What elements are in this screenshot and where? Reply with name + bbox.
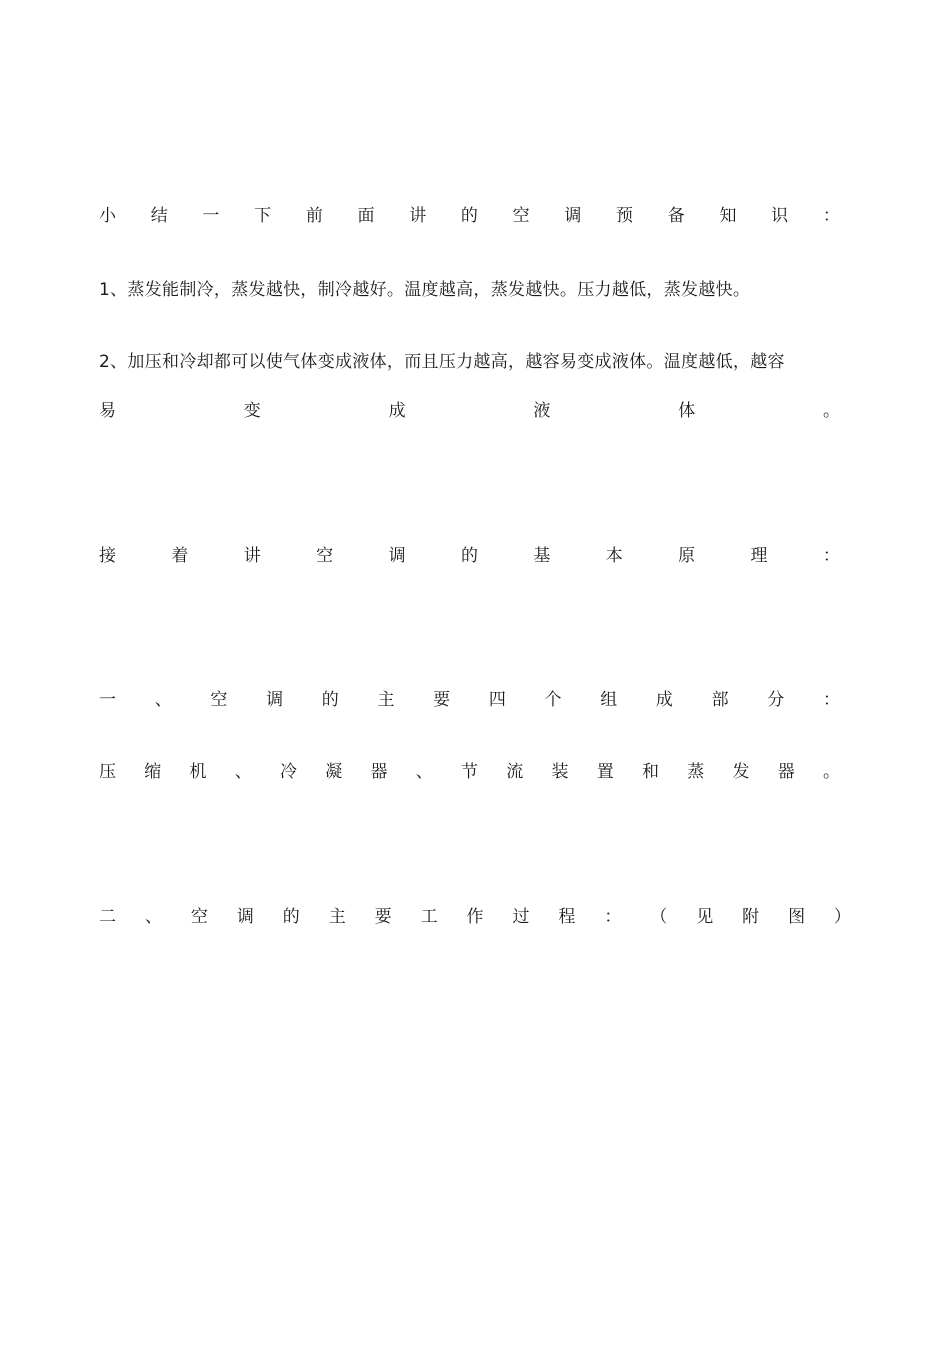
text-char: 器 <box>370 762 388 782</box>
summary-heading <box>99 205 840 227</box>
text-char: 基 <box>533 546 551 566</box>
text-char: 空 <box>316 546 334 566</box>
text-char: 体 <box>678 401 696 421</box>
text-char: 二 <box>99 907 116 927</box>
text-char: 和 <box>642 762 659 782</box>
text-char: 作 <box>466 907 484 927</box>
text-char: 四 <box>488 690 506 710</box>
section-2-heading <box>99 906 851 928</box>
text-char: 小 <box>99 206 116 226</box>
text-char: 预 <box>616 206 634 226</box>
text-char: 节 <box>461 762 478 782</box>
text-char: 主 <box>377 690 395 710</box>
text-char: 蒸 <box>687 762 705 782</box>
text-char: ： <box>822 690 840 710</box>
text-char: 结 <box>150 206 168 226</box>
text-char: 调 <box>236 907 254 927</box>
text-char: 附 <box>742 907 760 927</box>
text-char: 、 <box>415 762 433 782</box>
text-char: 装 <box>551 762 569 782</box>
text-char: 调 <box>564 206 582 226</box>
text-char: 个 <box>544 690 562 710</box>
point-2-line-2 <box>99 400 840 422</box>
text-char: 缩 <box>144 762 162 782</box>
text-char: ： <box>822 206 840 226</box>
text-char: ： <box>604 907 622 927</box>
text-char: 着 <box>171 546 189 566</box>
text-char: 空 <box>512 206 530 226</box>
text-char: 工 <box>420 907 438 927</box>
text-char: 器 <box>777 762 795 782</box>
text-char: 变 <box>243 401 261 421</box>
text-char: 过 <box>512 907 530 927</box>
text-char: 面 <box>357 206 375 226</box>
text-char: 液 <box>533 401 551 421</box>
text-char: 压 <box>99 762 116 782</box>
text-char: 的 <box>460 546 478 566</box>
text-char: 机 <box>189 762 207 782</box>
text-char: 易 <box>99 401 116 421</box>
text-char: 成 <box>388 401 406 421</box>
text-char: 成 <box>655 690 673 710</box>
section-1-body <box>99 761 840 783</box>
text-char: 接 <box>99 546 116 566</box>
text-char: ： <box>822 546 840 566</box>
text-char: 见 <box>696 907 714 927</box>
text-char: 下 <box>254 206 272 226</box>
text-char: 发 <box>732 762 750 782</box>
text-char: 讲 <box>409 206 427 226</box>
text-char: 、 <box>154 690 172 710</box>
text-char: 调 <box>388 546 406 566</box>
text-char: 一 <box>99 690 116 710</box>
text-char: 空 <box>210 690 228 710</box>
text-char: 备 <box>667 206 685 226</box>
text-char: 一 <box>202 206 220 226</box>
text-char: 调 <box>266 690 284 710</box>
principle-heading <box>99 545 840 567</box>
section-1-heading <box>99 689 840 711</box>
text-char: 原 <box>678 546 696 566</box>
text-char: 图 <box>788 907 806 927</box>
text-char: 要 <box>433 690 451 710</box>
text-char: 。 <box>823 762 840 782</box>
text-char: 分 <box>767 690 785 710</box>
text-char: 冷 <box>280 762 297 782</box>
text-char: 、 <box>144 907 162 927</box>
point-1: 1、蒸发能制冷，蒸发越快，制冷越好。温度越高，蒸发越快。压力越低，蒸发越快。 <box>99 280 751 300</box>
text-char: 前 <box>305 206 323 226</box>
text-char: 程 <box>558 907 576 927</box>
point-2-line-1: 2、加压和冷却都可以使气体变成液体，而且压力越高，越容易变成液体。温度越低，越容 <box>99 352 785 372</box>
text-char: 的 <box>460 206 478 226</box>
text-char: 流 <box>506 762 524 782</box>
text-char: 部 <box>711 690 729 710</box>
text-char: 的 <box>282 907 300 927</box>
text-char: 理 <box>750 546 768 566</box>
text-char: 本 <box>605 546 623 566</box>
text-char: 主 <box>328 907 346 927</box>
text-char: 识 <box>771 206 789 226</box>
text-char: 。 <box>822 401 840 421</box>
text-char: 空 <box>190 907 208 927</box>
text-char: 组 <box>600 690 618 710</box>
text-char: 、 <box>234 762 252 782</box>
text-char: 凝 <box>325 762 343 782</box>
text-char: 置 <box>596 762 614 782</box>
text-char: ） <box>834 907 851 927</box>
text-char: 讲 <box>243 546 261 566</box>
text-char: 知 <box>719 206 737 226</box>
text-char: 要 <box>374 907 392 927</box>
text-char: 的 <box>321 690 339 710</box>
text-char: （ <box>650 907 668 927</box>
